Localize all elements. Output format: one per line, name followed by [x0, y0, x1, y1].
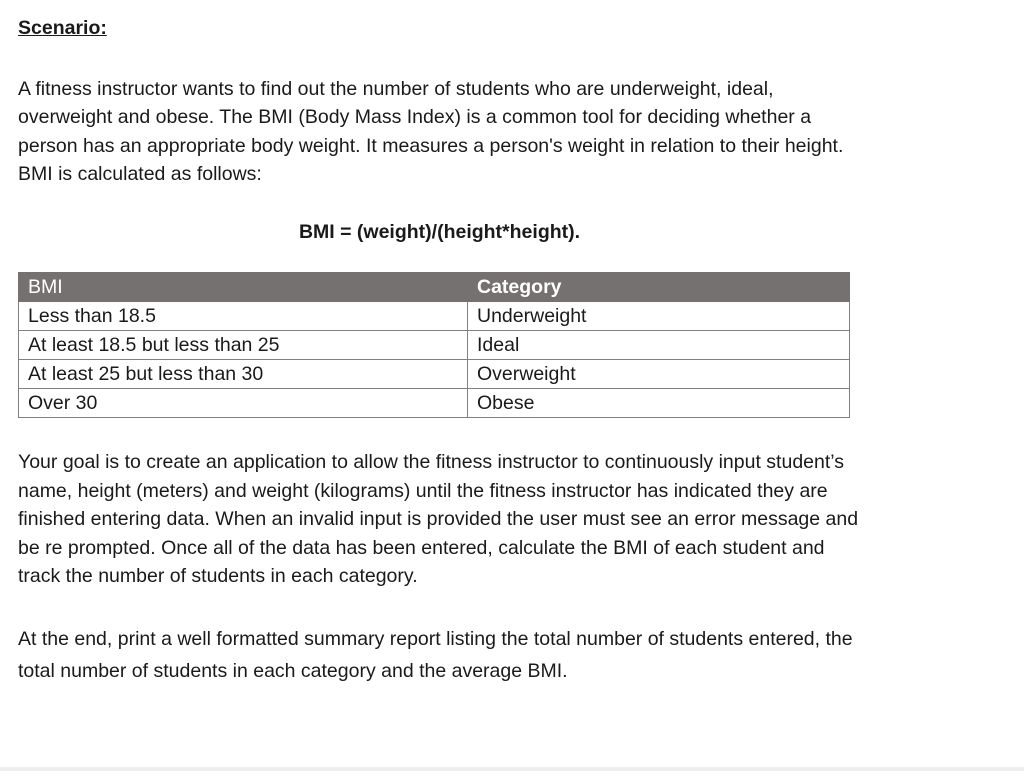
bmi-range-cell: At least 18.5 but less than 25: [19, 331, 468, 360]
category-column-header: Category: [468, 273, 850, 302]
bmi-range-cell: At least 25 but less than 30: [19, 360, 468, 389]
table-row: [19, 360, 850, 389]
category-cell: Underweight: [468, 302, 850, 331]
table-row: [19, 389, 850, 418]
scenario-heading: Scenario:: [18, 17, 107, 39]
bottom-divider: [0, 767, 1024, 771]
bmi-category-table: [18, 272, 850, 418]
bmi-range-cell: Less than 18.5: [19, 302, 468, 331]
document-page: [18, 14, 868, 687]
table-header-row: [19, 273, 850, 302]
bmi-column-header: BMI: [19, 273, 468, 302]
intro-paragraph: A fitness instructor wants to find out the number of students who are underweight, ideal, overweight and obese. The BMI (Body Mass Index) is a common tool for deciding whether a person has an appropriate body weight. It measures a person's weight in relation to their height. BMI is calculated as follows:: [18, 77, 844, 185]
goal-paragraph: Your goal is to create an application to allow the fitness instructor to continuously input student’s name, height (meters) and weight (kilograms) until the fitness instructor has indicated they are finished entering data. When an invalid input is provided the user must see an error message and be re prompted. Once all of the data has been entered, calculate the BMI of each student and track the number of students in each category.: [18, 451, 859, 587]
table-row: [19, 302, 850, 331]
bmi-range-cell: Over 30: [19, 389, 468, 418]
table-row: [19, 331, 850, 360]
summary-paragraph: At the end, print a well formatted summary report listing the total number of students entered, the total number of students in each category and the average BMI.: [18, 627, 853, 682]
category-cell: Obese: [468, 389, 850, 418]
bmi-formula: BMI = (weight)/(height*height).: [298, 220, 581, 243]
category-cell: Overweight: [468, 360, 850, 389]
category-cell: Ideal: [468, 331, 850, 360]
